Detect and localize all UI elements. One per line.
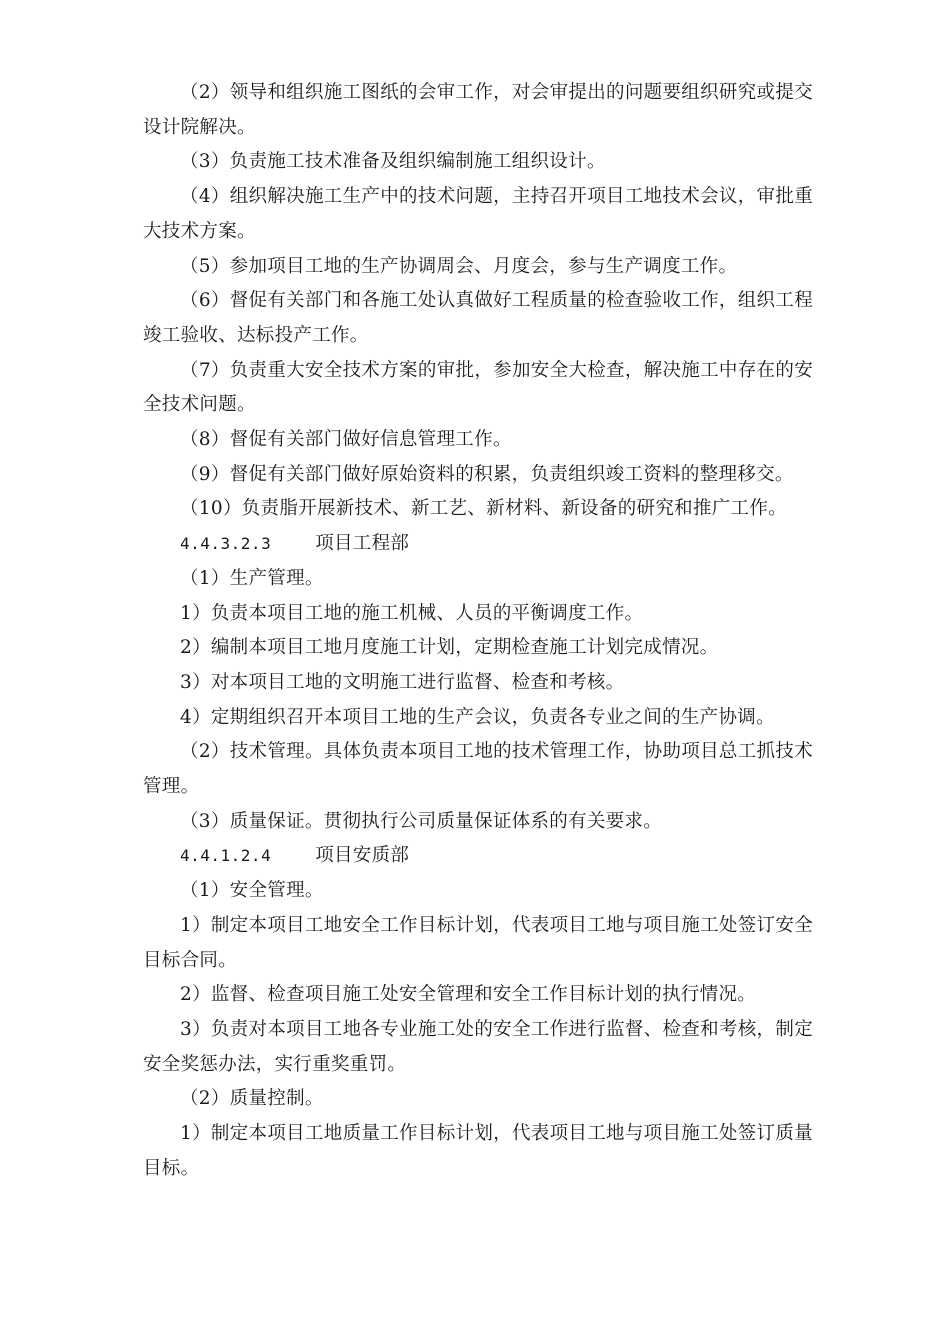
paragraph: （5）参加项目工地的生产协调周会、月度会，参与生产调度工作。 (180, 255, 738, 277)
paragraph: （2）领导和组织施工图纸的会审工作，对会审提出的问题要组织研究或提交设计院解决。 (143, 82, 813, 138)
paragraph: 2）编制本项目工地月度施工计划，定期检查施工计划完成情况。 (180, 637, 719, 659)
paragraph: （3）质量保证。贯彻执行公司质量保证体系的有关要求。 (180, 810, 663, 832)
paragraph: （1）生产管理。 (180, 567, 324, 589)
paragraph: 2）监督、检查项目施工处安全管理和安全工作目标计划的执行情况。 (180, 984, 757, 1006)
section-heading (143, 839, 813, 874)
section-title: 项目工程部 (315, 533, 410, 555)
paragraph: （10）负责脂开展新技术、新工艺、新材料、新设备的研究和推广工作。 (180, 498, 787, 520)
paragraph: 1）负责本项目工地的施工机械、人员的平衡调度工作。 (180, 602, 644, 624)
section-number: 4.4.1.2.4 (180, 846, 272, 866)
paragraph: 3）对本项目工地的文明施工进行监督、检查和考核。 (180, 671, 625, 693)
section-heading (143, 527, 813, 562)
paragraph: （3）负责施工技术准备及组织编制施工组织设计。 (180, 151, 606, 173)
paragraph: （7）负责重大安全技术方案的审批，参加安全大检查，解决施工中存在的安全技术问题。 (143, 359, 813, 416)
paragraph: 1）制定本项目工地质量工作目标计划，代表项目工地与项目施工处签订质量目标。 (143, 1123, 813, 1179)
paragraph: （9）督促有关部门做好原始资料的积累，负责组织竣工资料的整理移交。 (180, 463, 794, 485)
paragraph: （2）质量控制。 (180, 1088, 324, 1110)
paragraph: （6）督促有关部门和各施工处认真做好工程质量的检查验收工作，组织工程竣工验收、达标投产工作。 (143, 290, 813, 346)
paragraph: 1）制定本项目工地安全工作目标计划，代表项目工地与项目施工处签订安全目标合同。 (143, 914, 813, 971)
paragraph: （4）组织解决施工生产中的技术问题，主持召开项目工地技术会议，审批重大技术方案。 (143, 186, 813, 242)
document-body (143, 76, 813, 1187)
paragraph: 3）负责对本项目工地各专业施工处的安全工作进行监督、检查和考核，制定安全奖惩办法，实行重奖重罚。 (143, 1018, 813, 1075)
paragraph: 4）定期组织召开本项目工地的生产会议，负责各专业之间的生产协调。 (180, 706, 775, 728)
paragraph: （1）安全管理。 (180, 880, 324, 902)
paragraph: （2）技术管理。具体负责本项目工地的技术管理工作，协助项目总工抓技术管理。 (143, 741, 813, 798)
section-title: 项目安质部 (315, 845, 410, 867)
section-number: 4.4.3.2.3 (180, 534, 272, 554)
paragraph: （8）督促有关部门做好信息管理工作。 (180, 429, 512, 451)
